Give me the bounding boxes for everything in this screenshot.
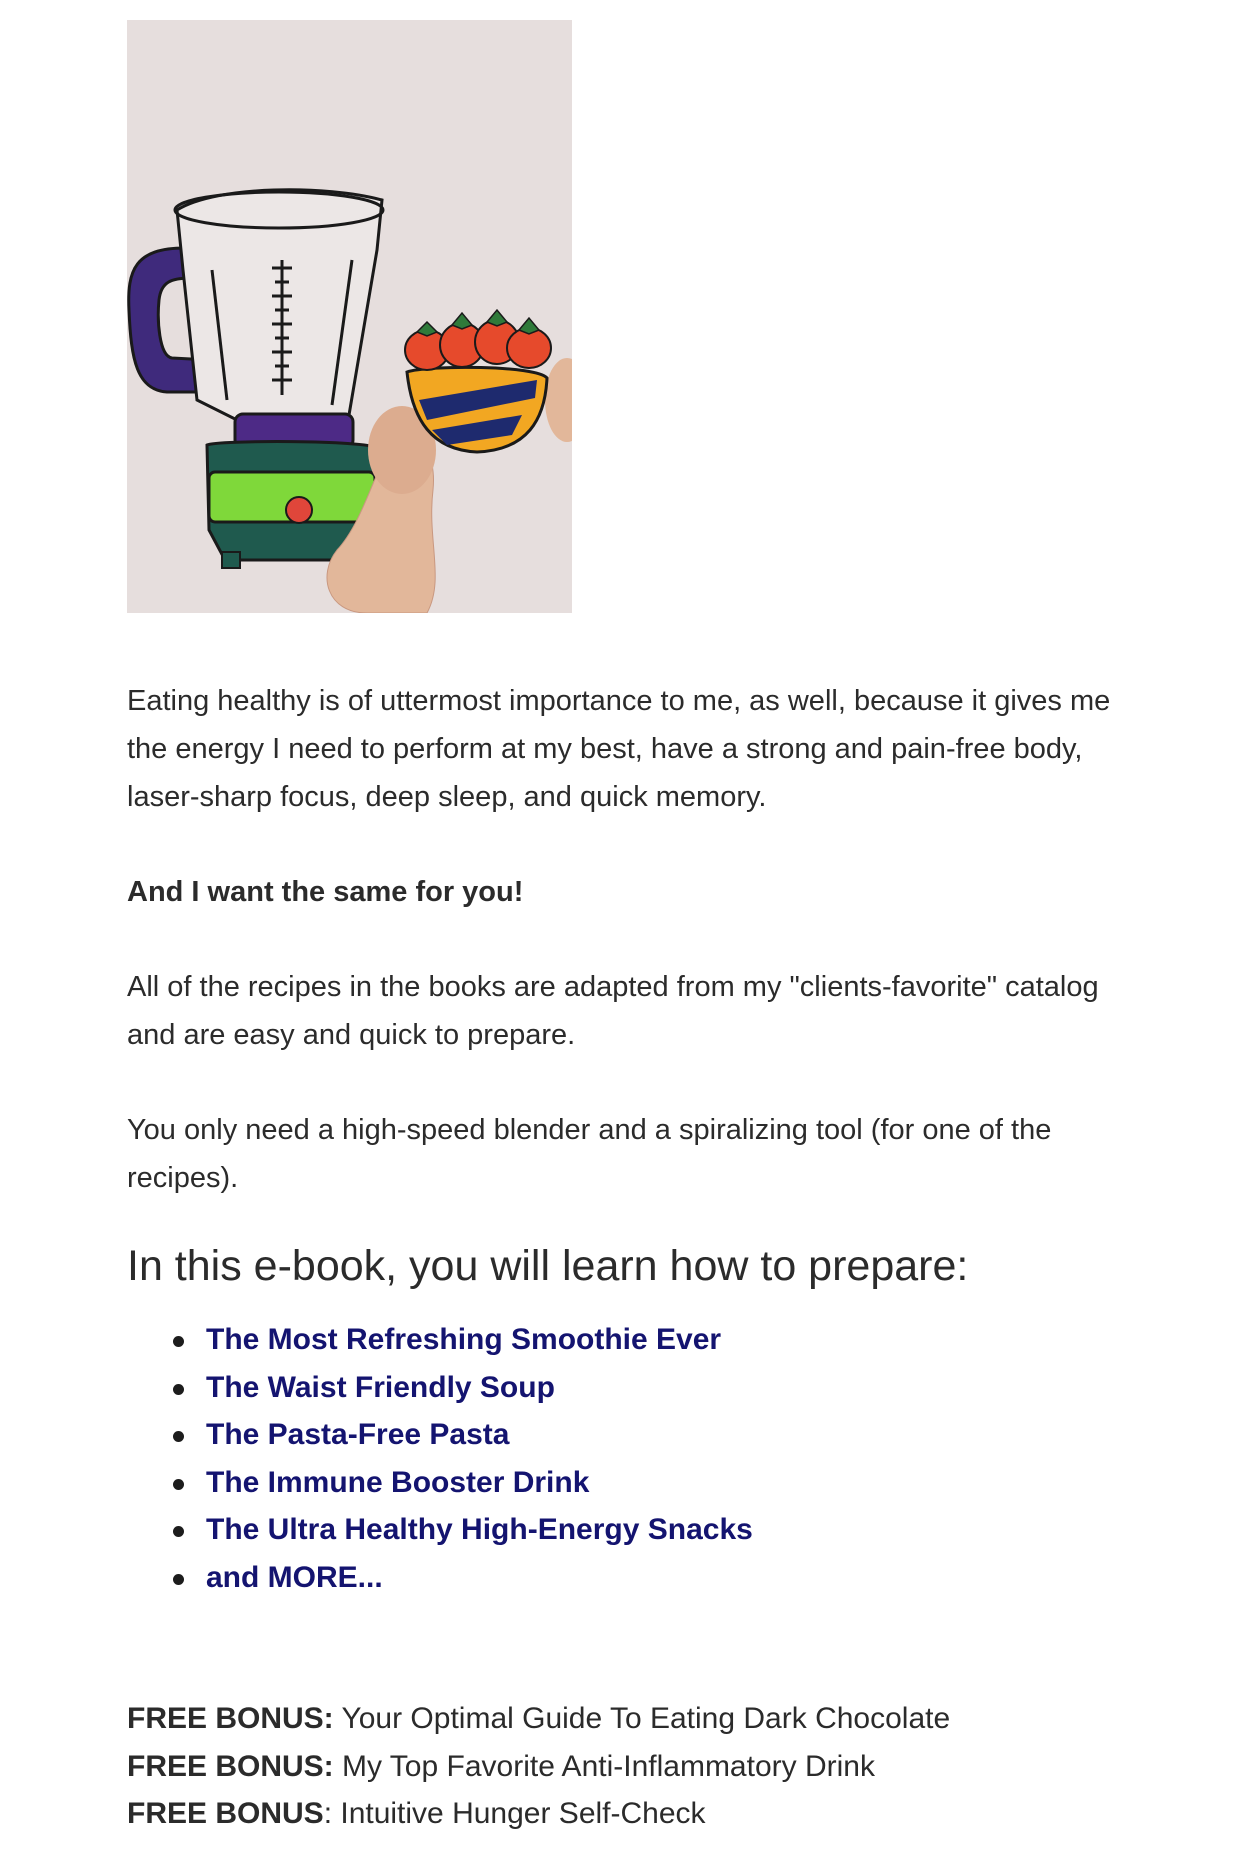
tools-paragraph: You only need a high-speed blender and a spiralizing tool (for one of the recipes).	[127, 1114, 1052, 1194]
emphasis-paragraph: And I want the same for you!	[127, 876, 524, 908]
bonus-label: FREE BONUS	[127, 1797, 324, 1830]
recipe-link-soup[interactable]: The Waist Friendly Soup	[206, 1370, 555, 1404]
recipe-link-smoothie[interactable]: The Most Refreshing Smoothie Ever	[206, 1323, 722, 1356]
bullet-icon	[173, 1526, 184, 1537]
article-content	[127, 20, 1117, 1838]
list-item	[173, 1459, 1117, 1507]
intro-paragraph: Eating healthy is of uttermost importance to me, as well, because it gives me the energy I need to perform at my best, have a strong and pain-free body, laser-sharp focus, deep sleep, and quick memory.	[127, 685, 1111, 813]
bonus-line-hunger-self-check	[127, 1790, 1117, 1838]
bonus-text: : Intuitive Hunger Self-Check	[323, 1797, 706, 1830]
recipe-link-pasta[interactable]: The Pasta-Free Pasta	[206, 1418, 510, 1451]
list-item	[173, 1316, 1117, 1364]
bonus-label: FREE BONUS:	[127, 1702, 334, 1735]
blender-illustration-image	[127, 20, 572, 613]
recipe-link-more[interactable]: and MORE...	[206, 1560, 383, 1594]
recipes-catalog-paragraph: All of the recipes in the books are adapted from my "clients-favorite" catalog and are easy and quick to prepare.	[127, 971, 1099, 1051]
list-item	[173, 1506, 1117, 1554]
bonus-section	[127, 1695, 1117, 1838]
bonus-line-anti-inflammatory-drink	[127, 1743, 1117, 1791]
bullet-icon	[173, 1479, 184, 1490]
bullet-icon	[173, 1336, 184, 1347]
bullet-icon	[173, 1431, 184, 1442]
bonus-text: My Top Favorite Anti-Inflammatory Drink	[333, 1749, 875, 1783]
bonus-label: FREE BONUS:	[127, 1749, 334, 1783]
bonus-line-chocolate-guide	[127, 1695, 1117, 1743]
list-item	[173, 1364, 1117, 1412]
bullet-icon	[173, 1574, 184, 1585]
bonus-text: Your Optimal Guide To Eating Dark Chocolate	[333, 1702, 951, 1735]
recipe-list	[127, 1316, 1117, 1601]
list-item	[173, 1554, 1117, 1602]
recipe-link-snacks[interactable]: The Ultra Healthy High-Energy Snacks	[206, 1513, 753, 1546]
recipe-link-immune-drink[interactable]: The Immune Booster Drink	[206, 1465, 590, 1499]
learn-heading: In this e-book, you will learn how to prepare:	[127, 1242, 969, 1290]
list-item	[173, 1411, 1117, 1459]
bullet-icon	[173, 1384, 184, 1395]
